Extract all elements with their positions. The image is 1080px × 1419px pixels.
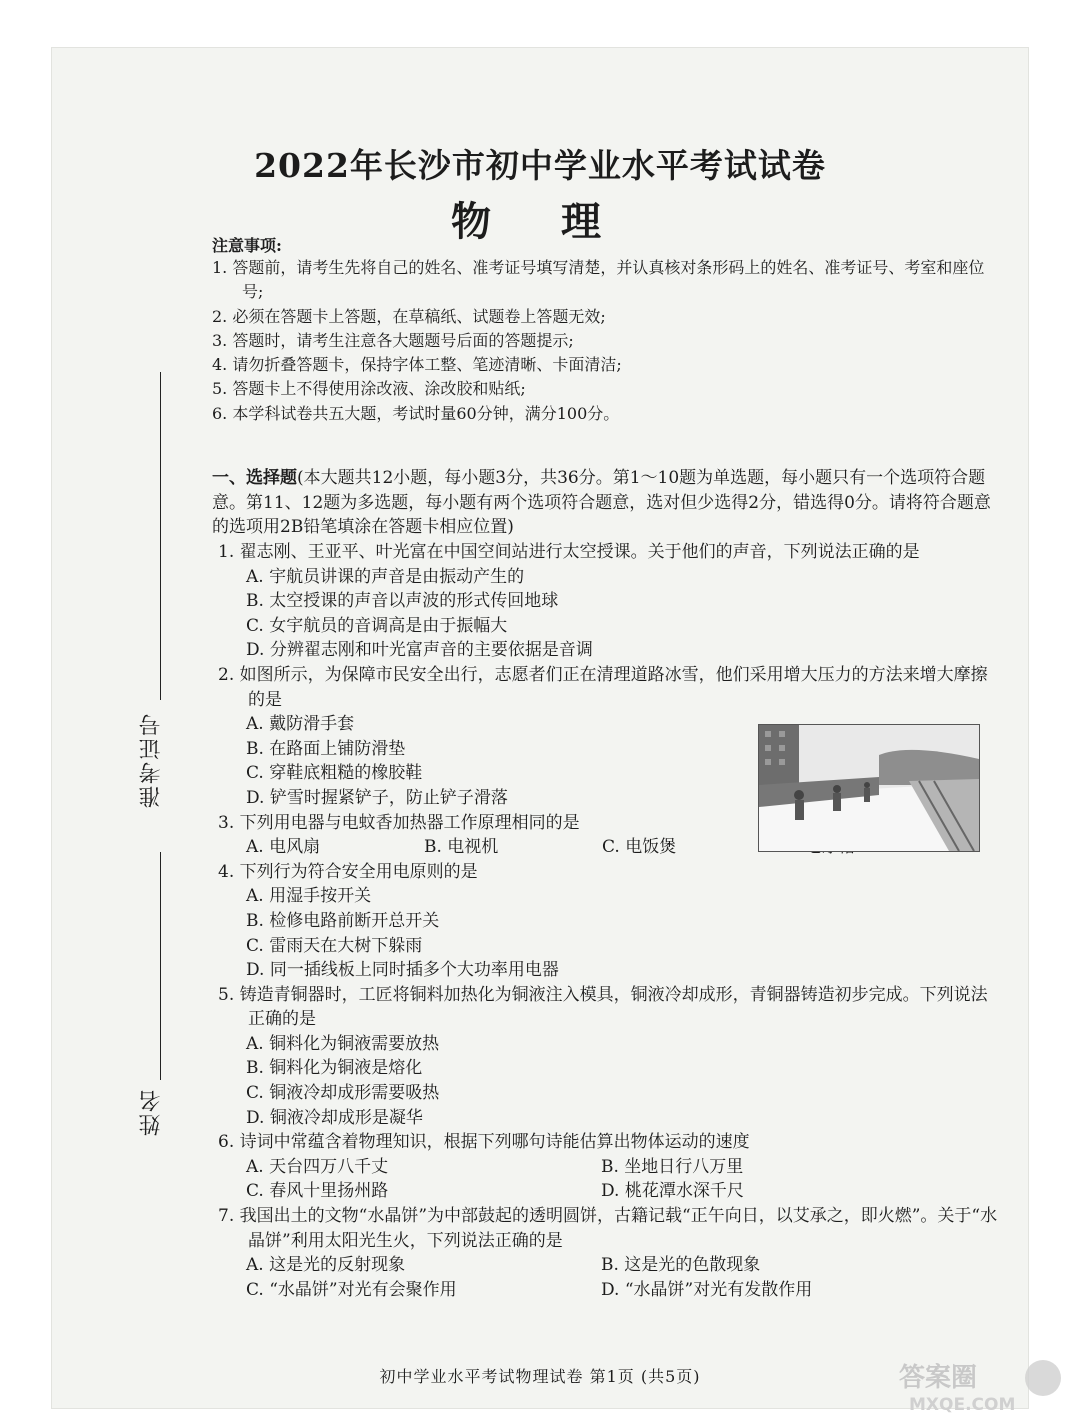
option-c: C. “水晶饼”对光有会聚作用 [246, 1279, 457, 1300]
option-c: C. 雷雨天在大树下躲雨 [246, 935, 423, 956]
question-stem: 1. 翟志刚、王亚平、叶光富在中国空间站进行太空授课。关于他们的声音，下列说法正确的是 [218, 542, 920, 562]
option-b: B. 在路面上铺防滑垫 [246, 738, 406, 759]
option-b: B. 铜料化为铜液是熔化 [246, 1058, 423, 1079]
option-b: B. 电视机 [424, 837, 499, 858]
option-d: D. 分辨翟志刚和叶光富声音的主要依据是音调 [246, 640, 593, 661]
question-stem: 5. 铸造青铜器时，工匠将铜料加热化为铜液注入模具，铜液冷却成形，青铜器铸造初步完成。下列说法正确的是 [218, 984, 988, 1030]
section-1-description: (本大题共12小题，每小题3分，共36分。第1～10题为单选题，每小题只有一个选项符合题意。第11、12题为多选题，每小题有两个选项符合题意，选对但少选得2分，错选得0分。请将符合题意的选项用2B铅笔填涂在答题卡相应位置) [212, 468, 991, 537]
exam-id-label: 准考证号 [139, 712, 164, 808]
option-c: C. 春风十里扬州路 [246, 1181, 389, 1202]
option-b: B. 坐地日行八万里 [601, 1156, 744, 1177]
option-d: D. 铲雪时握紧铲子，防止铲子滑落 [246, 787, 508, 808]
watermark-logo-graphic [895, 1358, 1065, 1414]
option-a: A. 电风扇 [246, 837, 321, 858]
subject-title: 物 理 [451, 198, 629, 245]
watermark-url: MXQE.COM [909, 1395, 1016, 1414]
option-b: B. 这是光的色散现象 [601, 1255, 761, 1276]
snow-cleanup-photo [758, 724, 980, 852]
option-d: D. “水晶饼”对光有发散作用 [601, 1279, 813, 1300]
question-7 [218, 1204, 998, 1302]
notice-heading: 注意事项: [212, 236, 282, 255]
option-b: B. 检修电路前断开总开关 [246, 910, 440, 931]
snow-cleanup-photo-illustration [759, 725, 979, 851]
question-stem: 7. 我国出土的文物“水晶饼”为中部鼓起的透明圆饼，古籍记载“正午向日，以艾承之，即火燃”。关于“水晶饼”利用太阳光生火，下列说法正确的是 [218, 1206, 998, 1251]
page-footer: 初中学业水平考试物理试卷 第1页 (共5页) [379, 1367, 701, 1386]
option-d: D. 铜液冷却成形是凝华 [246, 1107, 423, 1128]
exam-id-write-line[interactable] [160, 372, 161, 700]
option-c: C. 女宇航员的音调高是由于振幅大 [246, 615, 508, 636]
notice-item: 4. 请勿折叠答题卡，保持字体工整、笔迹清晰、卡面清洁; [212, 355, 622, 375]
notice-item: 3. 答题时，请考生注意各大题题号后面的答题提示; [212, 330, 574, 350]
question-stem: 6. 诗词中常蕴含着物理知识，根据下列哪句诗能估算出物体运动的速度 [218, 1132, 750, 1153]
question-4 [218, 860, 998, 983]
notice-item: 6. 本学科试卷共五大题，考试时量60分钟，满分100分。 [212, 403, 620, 423]
options-row [218, 1278, 998, 1303]
option-a: A. 用湿手按开关 [246, 886, 372, 907]
option-c: C. 电饭煲 [602, 837, 677, 858]
options-row [218, 1155, 998, 1180]
option-c: C. 铜液冷却成形需要吸热 [246, 1083, 440, 1104]
options-row [218, 1179, 998, 1204]
exam-title: 2022年长沙市初中学业水平考试试卷 [254, 146, 826, 185]
watermark-logo-text: 答案圈 [899, 1363, 978, 1393]
section-1-header [212, 466, 1002, 540]
notice-item: 1. 答题前，请考生先将自己的姓名、准考证号填写清楚，并认真核对条形码上的姓名、准考证号、考室和座位号; [212, 258, 985, 302]
section-1-heading: 一、选择题 [212, 468, 297, 488]
option-a: A. 天台四万八千丈 [246, 1156, 389, 1177]
options-row [218, 1253, 998, 1278]
option-d: D. 桃花潭水深千尺 [601, 1181, 744, 1202]
name-label: 姓名 [139, 1088, 164, 1136]
question-stem: 3. 下列用电器与电蚊香加热器工作原理相同的是 [218, 812, 580, 833]
option-a: A. 宇航员讲课的声音是由振动产生的 [246, 566, 525, 587]
option-b: B. 太空授课的声音以声波的形式传回地球 [246, 591, 559, 612]
question-1 [218, 540, 998, 663]
name-write-line[interactable] [160, 852, 161, 1080]
option-a: A. 戴防滑手套 [246, 714, 355, 735]
question-stem: 4. 下列行为符合安全用电原则的是 [218, 861, 478, 882]
option-d: D. 同一插线板上同时插多个大功率用电器 [246, 960, 559, 981]
notice-item: 5. 答题卡上不得使用涂改液、涂改胶和贴纸; [212, 379, 526, 399]
question-list [218, 540, 998, 1302]
notice-item: 2. 必须在答题卡上答题，在草稿纸、试题卷上答题无效; [212, 306, 606, 326]
option-a: A. 铜料化为铜液需要放热 [246, 1033, 440, 1054]
watermark-logo [895, 1358, 1065, 1414]
option-a: A. 这是光的反射现象 [246, 1255, 406, 1276]
question-5 [218, 983, 998, 1131]
question-6 [218, 1130, 998, 1204]
notice-list [212, 256, 1002, 426]
option-c: C. 穿鞋底粗糙的橡胶鞋 [246, 763, 423, 784]
question-stem: 2. 如图所示，为保障市民安全出行，志愿者们正在清理道路冰雪，他们采用增大压力的方法来增大摩擦的是 [218, 664, 988, 710]
